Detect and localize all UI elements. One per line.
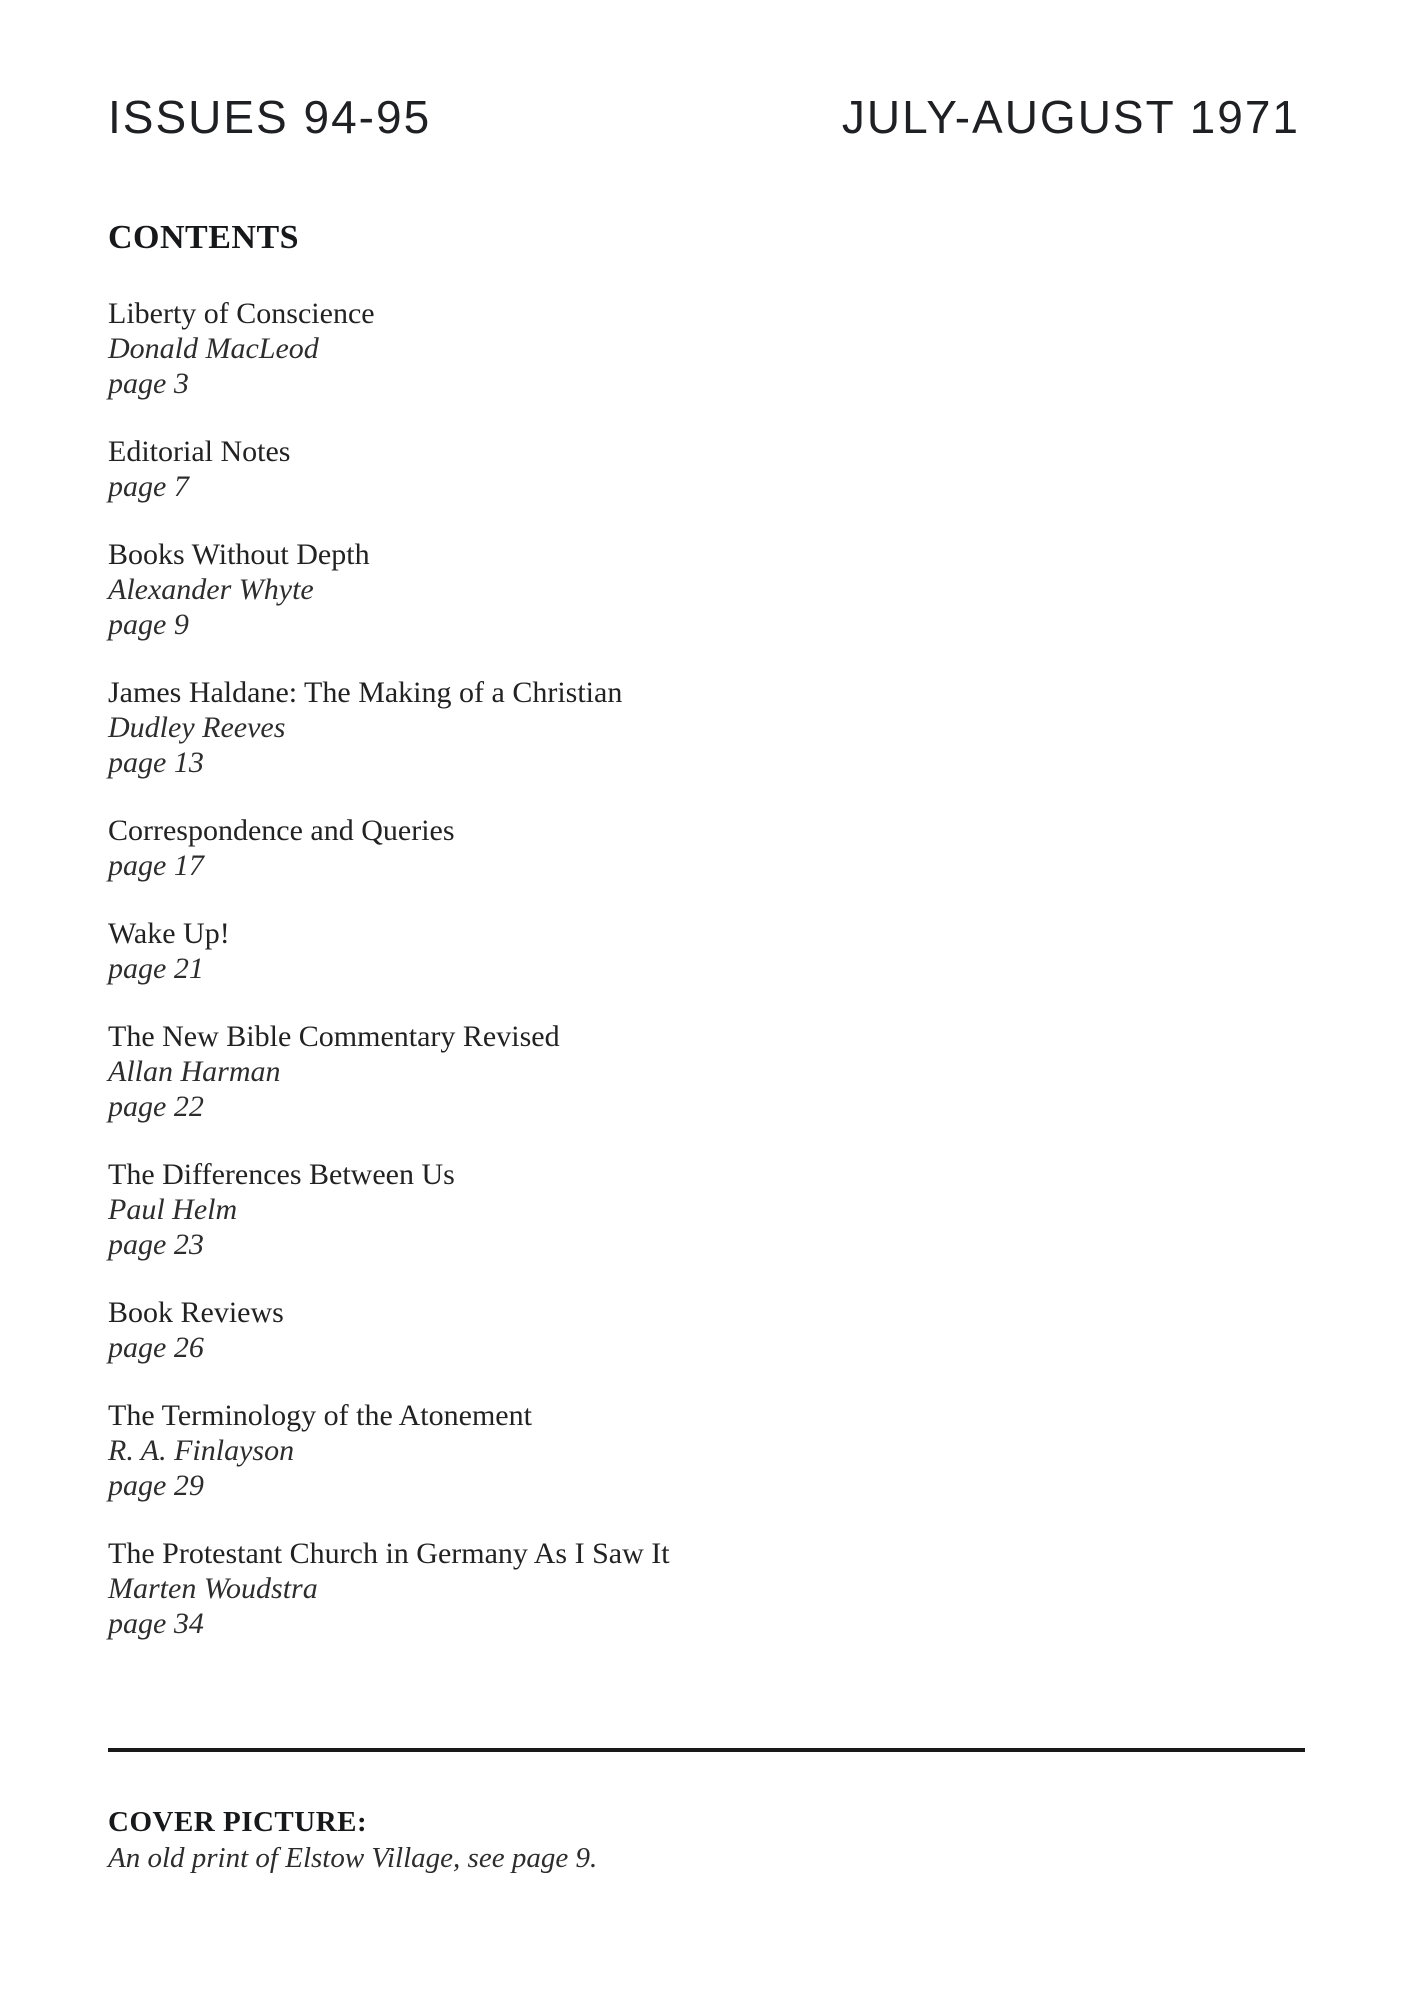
divider-rule <box>108 1748 1305 1752</box>
entry-title: Wake Up! <box>108 917 230 950</box>
entry-title: The Protestant Church in Germany As I Saw It <box>108 1537 670 1570</box>
entry-page: page 3 <box>108 367 189 400</box>
entry-title: Liberty of Conscience <box>108 297 375 330</box>
entry-page: page 34 <box>108 1607 204 1640</box>
cover-picture-heading: COVER PICTURE: <box>108 1806 368 1838</box>
cover-picture-note <box>108 1804 1305 1876</box>
entry-title: Editorial Notes <box>108 435 291 468</box>
entry-title: The Differences Between Us <box>108 1158 455 1191</box>
toc-entry <box>108 434 1305 504</box>
toc-entry <box>108 1536 1305 1641</box>
entry-title: Book Reviews <box>108 1296 284 1329</box>
entry-author: Allan Harman <box>108 1055 281 1088</box>
cover-picture-caption: An old print of Elstow Village, see page 9. <box>108 1842 598 1874</box>
entry-page: page 29 <box>108 1469 204 1502</box>
entry-page: page 21 <box>108 952 204 985</box>
entry-title: James Haldane: The Making of a Christian <box>108 676 623 709</box>
entry-page: page 9 <box>108 608 189 641</box>
toc-entry <box>108 296 1305 401</box>
toc-entry <box>108 1398 1305 1503</box>
entry-author: Donald MacLeod <box>108 332 319 365</box>
issue-label: ISSUES 94-95 <box>108 91 432 143</box>
entry-title: The Terminology of the Atonement <box>108 1399 532 1432</box>
entry-author: R. A. Finlayson <box>108 1434 295 1467</box>
entry-author: Marten Woudstra <box>108 1572 318 1605</box>
date-label: JULY-AUGUST 1971 <box>841 91 1300 143</box>
entry-title: Books Without Depth <box>108 538 370 571</box>
masthead <box>108 91 1300 143</box>
toc-entry <box>108 813 1305 883</box>
entry-page: page 22 <box>108 1090 204 1123</box>
entry-author: Dudley Reeves <box>108 711 286 744</box>
entry-page: page 13 <box>108 746 204 779</box>
entry-page: page 26 <box>108 1331 204 1364</box>
toc-entry <box>108 537 1305 642</box>
entry-author: Paul Helm <box>108 1193 238 1226</box>
toc-entry <box>108 1295 1305 1365</box>
entry-title: The New Bible Commentary Revised <box>108 1020 560 1053</box>
toc-entry <box>108 1157 1305 1262</box>
toc-entry <box>108 1019 1305 1124</box>
toc-entry <box>108 916 1305 986</box>
entry-page: page 23 <box>108 1228 204 1261</box>
entry-page: page 7 <box>108 470 189 503</box>
entry-author: Alexander Whyte <box>108 573 314 606</box>
entry-page: page 17 <box>108 849 204 882</box>
table-of-contents <box>108 296 1305 1674</box>
entry-title: Correspondence and Queries <box>108 814 455 847</box>
contents-heading: CONTENTS <box>108 219 300 256</box>
toc-entry <box>108 675 1305 780</box>
